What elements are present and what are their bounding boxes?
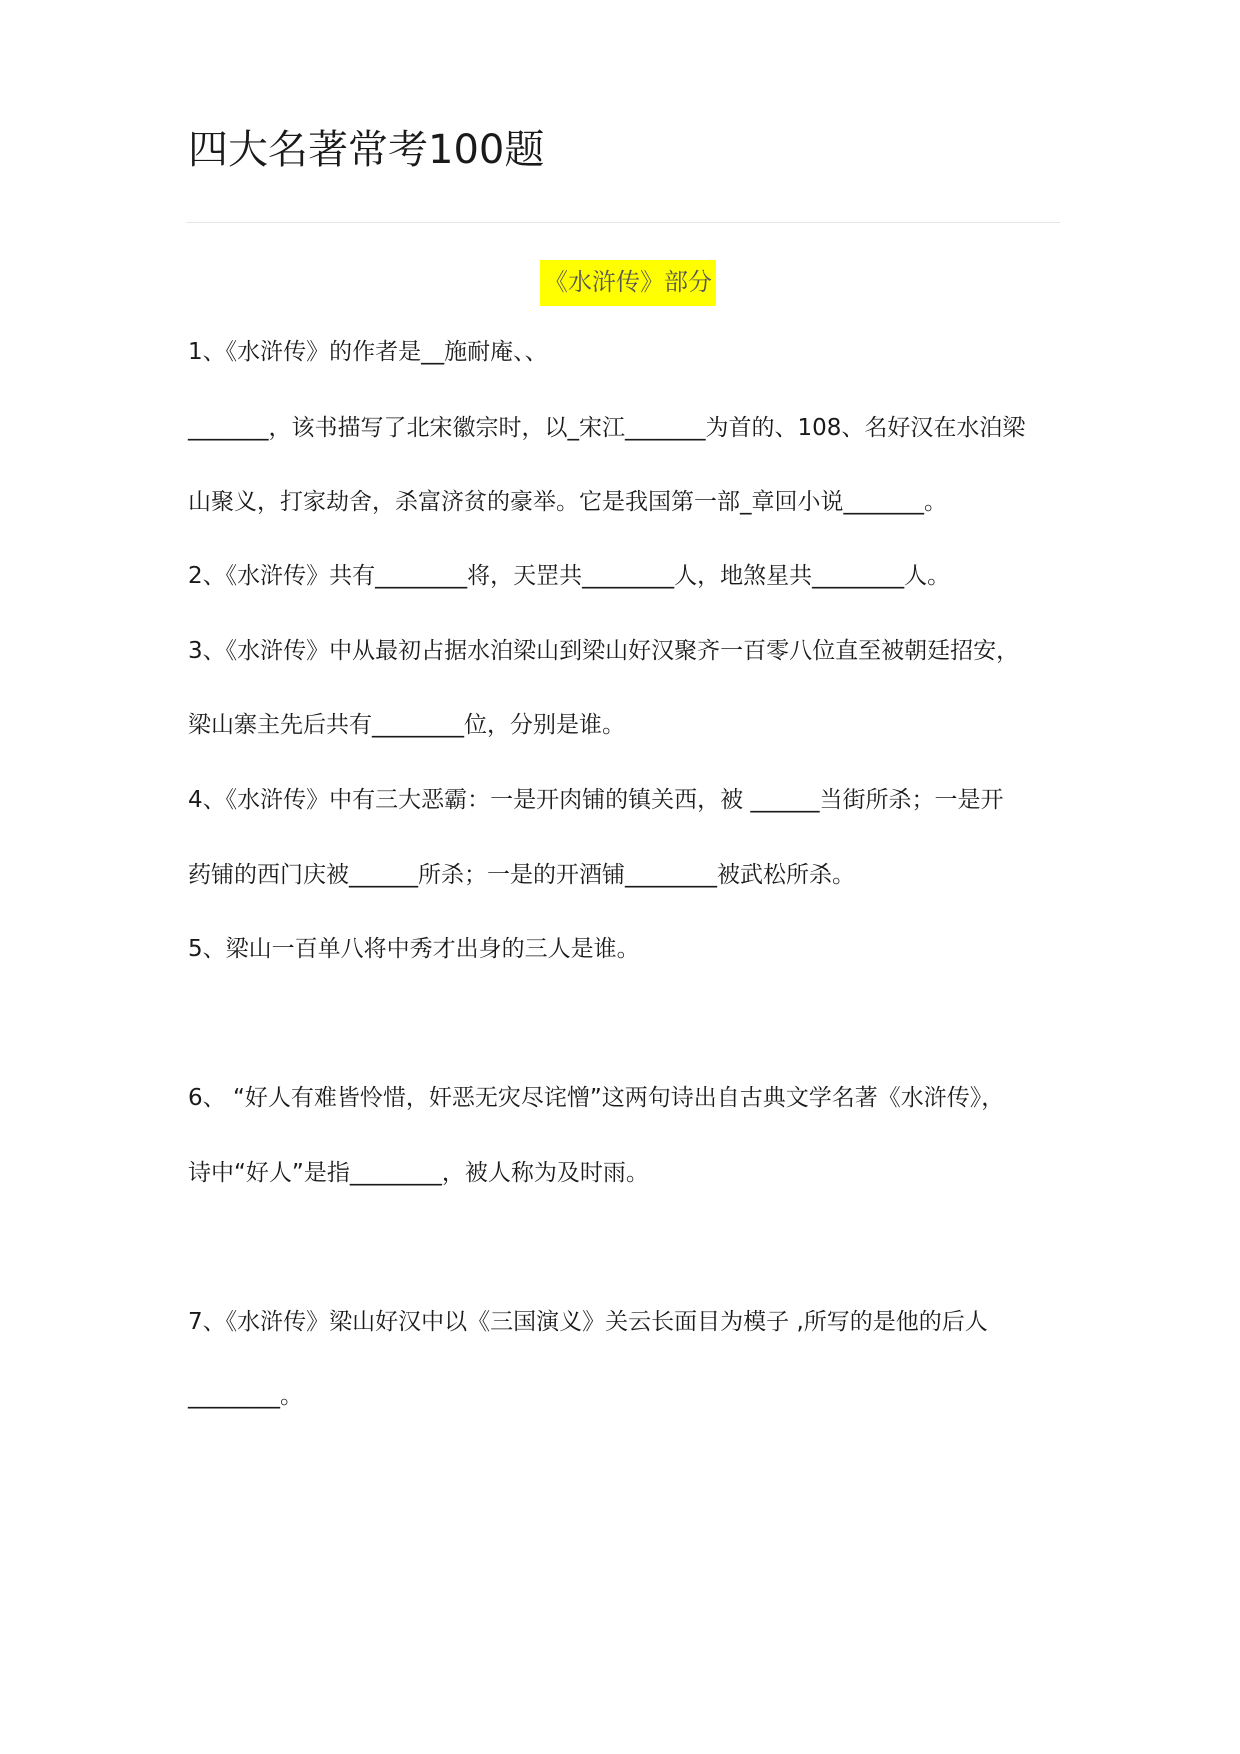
question-3-line-2: 梁山寨主先后共有________位，分别是谁。: [188, 712, 625, 738]
question-7-line-2: ________。: [188, 1383, 303, 1409]
question-7-line-1: 7、《水浒传》梁山好汉中以《三国演义》关云长面目为模子 ,所写的是他的后人: [188, 1309, 988, 1335]
section-heading-highlight: 《水浒传》部分: [540, 260, 716, 306]
question-1-line-2: _______，该书描写了北宋徽宗时，以_宋江_______为首的、108、名好汉在水泊梁: [188, 415, 1026, 441]
question-1-line-3: 山聚义，打家劫舍，杀富济贫的豪举。它是我国第一部_章回小说_______。: [188, 489, 947, 515]
question-2-line-1: 2、《水浒传》共有________将，天罡共________人，地煞星共________人。: [188, 563, 951, 589]
question-4-line-1: 4、《水浒传》中有三大恶霸：一是开肉铺的镇关西，被 ______当街所杀；一是开: [188, 787, 1004, 813]
question-6-line-2: 诗中“好人”是指________，被人称为及时雨。: [188, 1160, 649, 1186]
question-3-line-1: 3、《水浒传》中从最初占据水泊梁山到梁山好汉聚齐一百零八位直至被朝廷招安，: [188, 638, 1020, 664]
document-title: 四大名著常考100题: [188, 127, 545, 173]
section-heading: [188, 260, 1068, 306]
question-4-line-2: 药铺的西门庆被______所杀；一是的开酒铺________被武松所杀。: [188, 862, 855, 888]
question-1-line-1: 1、《水浒传》的作者是__施耐庵、、: [188, 339, 548, 365]
question-5-line-1: 5、梁山一百单八将中秀才出身的三人是谁。: [188, 936, 640, 962]
document-page: [188, 0, 1068, 1754]
title-divider: [186, 222, 1060, 223]
question-6-line-1: 6、 “好人有难皆怜惜，奸恶无灾尽诧憎”这两句诗出自古典文学名著《水浒传》，: [188, 1085, 1005, 1111]
